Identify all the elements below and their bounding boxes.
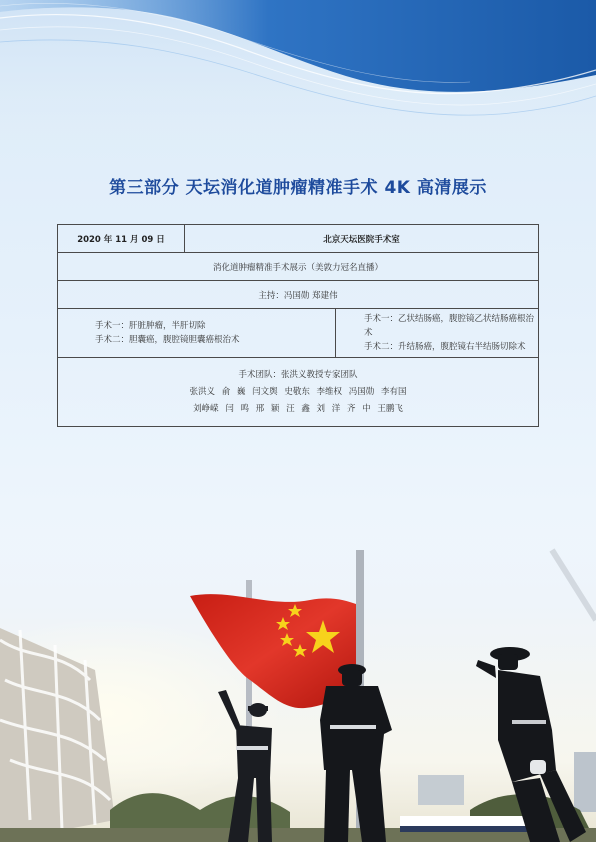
section-title: 第三部分 天坛消化道肿瘤精准手术 4K 高清展示 (109, 178, 487, 198)
surgical-team (58, 358, 538, 426)
surgery-item: 手术一：乙状结肠癌，腹腔镜乙状结肠癌根治术 (364, 314, 535, 338)
team-title: 手术团队：张洪义教授专家团队 (238, 369, 358, 380)
flag-raising-photo (0, 520, 596, 842)
event-venue: 北京天坛医院手术室 (323, 234, 400, 245)
surgery-item: 手术二：胆囊癌，腹腔镜胆囊癌根治术 (95, 335, 240, 345)
schedule-table (57, 224, 539, 427)
surgery-list-left (58, 309, 336, 357)
table-row (58, 309, 538, 358)
surgery-item: 手术二：升结肠癌，腹腔镜右半结肠切除术 (364, 342, 526, 352)
team-members-line: 张洪义 俞 巍 闫文舆 史敬东 李维权 冯国勋 李有国 (189, 386, 407, 397)
table-row (58, 225, 538, 253)
event-hosts: 主持：冯国勋 郑建伟 (58, 281, 538, 309)
surgery-item: 手术一：肝脏肿瘤，半肝切除 (95, 321, 206, 331)
team-members-line: 刘峥嵘 闫 鸣 邢 颖 汪 鑫 刘 洋 齐 中 王鹏飞 (193, 403, 403, 414)
event-name: 消化道肿瘤精准手术展示（美敦力冠名直播） (58, 253, 538, 281)
surgery-list-right (336, 309, 538, 357)
event-date: 2020 年 11 月 09 日 (58, 225, 185, 252)
header-wave-decoration (0, 0, 596, 130)
